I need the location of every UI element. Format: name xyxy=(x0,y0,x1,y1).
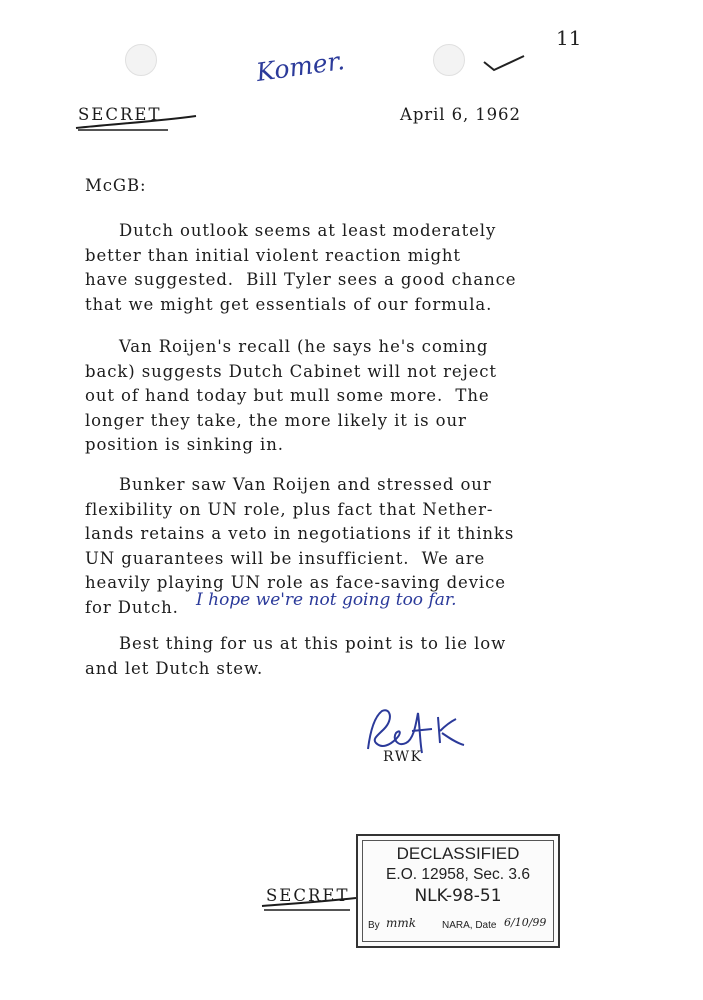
text-line: lands retains a veto in negotiations if it thinks xyxy=(85,524,515,543)
text-line: position is sinking in. xyxy=(85,435,284,454)
text-line: Bunker saw Van Roijen and stressed our xyxy=(119,475,492,494)
strikethrough-mark xyxy=(72,112,202,134)
stamp-nara-label: NARA, Date xyxy=(442,920,497,931)
text-line: UN guarantees will be insufficient. We are xyxy=(85,548,486,568)
text-line: back) suggests Dutch Cabinet will not reject xyxy=(85,361,497,381)
strikethrough-mark xyxy=(258,892,368,914)
text-line: that we might get essentials of our formula. xyxy=(85,294,493,314)
paragraph-4 xyxy=(85,632,506,681)
punch-hole xyxy=(433,44,465,76)
text-line: and let Dutch stew. xyxy=(85,658,264,678)
classification-bottom: SECRET xyxy=(266,886,350,905)
text-line: Dutch outlook seems at least moderately xyxy=(119,221,497,240)
stamp-authority: E.O. 12958, Sec. 3.6 xyxy=(386,866,530,883)
stamp-by-label: By xyxy=(368,920,380,931)
text-line: Best thing for us at this point is to lie low xyxy=(119,634,507,653)
stamp-date-value: 6/10/99 xyxy=(504,916,547,929)
handwritten-note: I hope we're not going too far. xyxy=(196,590,457,610)
text-line: have suggested. Bill Tyler sees a good chance xyxy=(85,270,517,289)
checkmark-icon xyxy=(480,50,530,75)
handwritten-komer: Komer. xyxy=(254,45,347,88)
initials: RWK xyxy=(383,749,423,765)
text-line: out of hand today but mull some more. The xyxy=(85,386,490,405)
punch-hole xyxy=(125,44,157,76)
classification-top: SECRET xyxy=(78,105,162,124)
salutation: McGB: xyxy=(85,176,147,195)
text-line: heavily playing UN role as face-saving device xyxy=(85,573,506,592)
text-line: Van Roijen's recall (he says he's coming xyxy=(119,337,489,356)
stamp-case-number: NLK-98-51 xyxy=(414,886,502,906)
text-line: longer they take, the more likely it is our xyxy=(85,410,467,430)
paragraph-2 xyxy=(85,335,497,458)
document-date: April 6, 1962 xyxy=(400,105,521,124)
paragraph-1 xyxy=(85,219,516,317)
stamp-title: DECLASSIFIED xyxy=(396,844,520,863)
stamp-by-value: mmk xyxy=(386,916,417,930)
declassification-stamp xyxy=(356,834,560,948)
page-number: 11 xyxy=(556,26,582,50)
text-line: for Dutch. xyxy=(85,597,179,617)
text-line: flexibility on UN role, plus fact that Nether- xyxy=(85,499,494,519)
text-line: better than initial violent reaction might xyxy=(85,245,461,265)
